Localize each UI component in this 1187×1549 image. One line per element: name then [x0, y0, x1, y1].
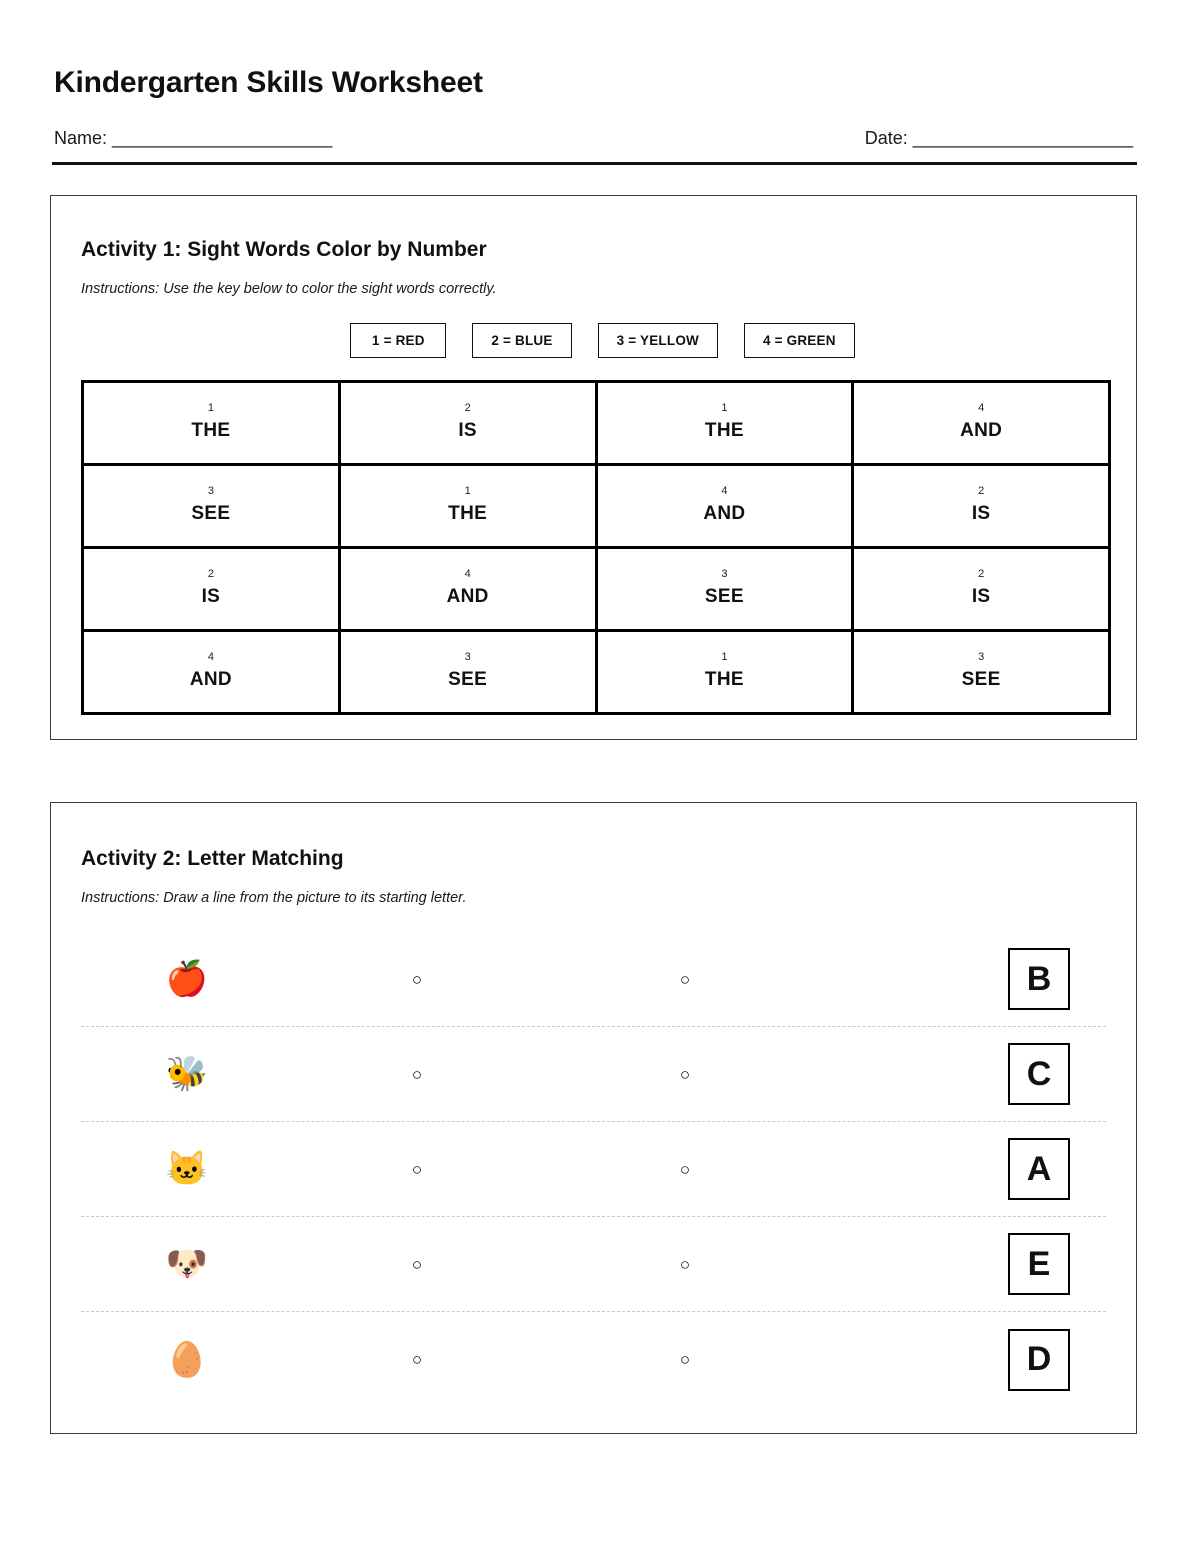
letter-cell — [974, 1329, 1104, 1391]
activity-1-panel — [50, 195, 1137, 740]
table-row — [83, 382, 1110, 465]
letter-box[interactable]: C — [1008, 1043, 1070, 1105]
grid-cell-number: 2 — [207, 567, 214, 580]
match-dot-right[interactable]: ○ — [679, 1064, 691, 1084]
match-dot-left[interactable]: ○ — [411, 969, 423, 989]
letter-cell — [974, 1233, 1104, 1295]
grid-cell-number: 4 — [464, 567, 471, 580]
grid-cell[interactable] — [339, 382, 596, 465]
grid-cell[interactable] — [83, 631, 340, 714]
list-item — [81, 1122, 1106, 1217]
grid-cell-number: 1 — [207, 401, 214, 414]
grid-cell[interactable] — [339, 548, 596, 631]
match-dot-right[interactable]: ○ — [679, 1254, 691, 1274]
grid-cell[interactable] — [853, 548, 1110, 631]
name-date-row — [50, 128, 1137, 149]
grid-cell-number: 1 — [721, 401, 728, 414]
egg-emoji: 🥚 — [165, 1340, 209, 1379]
activity-1-instructions: Instructions: Use the key below to color the sight words correctly. — [81, 281, 497, 297]
grid-cell-word: IS — [971, 502, 991, 524]
grid-cell[interactable] — [596, 631, 853, 714]
name-field[interactable]: Name: ______________________ — [54, 128, 333, 148]
table-row — [83, 548, 1110, 631]
header-divider — [52, 162, 1137, 165]
grid-cell[interactable] — [596, 465, 853, 548]
grid-cell-number: 4 — [721, 484, 728, 497]
grid-cell-number: 1 — [464, 484, 471, 497]
grid-cell-number: 3 — [978, 650, 985, 663]
letter-box[interactable]: D — [1008, 1329, 1070, 1391]
grid-cell-word: SEE — [704, 585, 744, 607]
activity-2-instructions: Instructions: Draw a line from the picture to its starting letter. — [81, 890, 467, 906]
grid-cell-number: 3 — [464, 650, 471, 663]
list-item — [81, 1027, 1106, 1122]
color-key-item-4: 4 = GREEN — [744, 323, 855, 358]
letter-cell — [974, 948, 1104, 1010]
grid-cell-number: 2 — [464, 401, 471, 414]
grid-cell-number: 4 — [978, 401, 985, 414]
page-title: Kindergarten Skills Worksheet — [54, 66, 483, 99]
match-dot-left[interactable]: ○ — [411, 1350, 423, 1369]
table-row — [83, 465, 1110, 548]
match-dot-right[interactable]: ○ — [679, 1350, 691, 1369]
grid-cell-word: THE — [704, 419, 744, 441]
match-dot-left[interactable]: ○ — [411, 1254, 423, 1274]
letter-matching-list — [81, 932, 1106, 1407]
grid-cell-word: AND — [703, 502, 746, 524]
grid-cell-word: SEE — [961, 668, 1001, 690]
grid-cell-word: IS — [201, 585, 221, 607]
list-item — [81, 932, 1106, 1027]
color-by-number-grid — [81, 380, 1111, 715]
grid-cell-number: 3 — [721, 567, 728, 580]
letter-box[interactable]: A — [1008, 1138, 1070, 1200]
list-item — [81, 1217, 1106, 1312]
grid-cell-word: AND — [446, 585, 489, 607]
color-key-legend — [81, 323, 1106, 358]
color-key-item-2: 2 = BLUE — [472, 323, 571, 358]
apple-emoji: 🍎 — [165, 960, 209, 998]
grid-cell[interactable] — [339, 465, 596, 548]
activity-1-title: Activity 1: Sight Words Color by Number — [81, 238, 487, 261]
grid-cell[interactable] — [83, 465, 340, 548]
grid-cell-number: 4 — [207, 650, 214, 663]
grid-cell-number: 3 — [207, 484, 214, 497]
activity-2-title: Activity 2: Letter Matching — [81, 847, 344, 870]
grid-cell[interactable] — [596, 382, 853, 465]
date-field[interactable]: Date: ______________________ — [864, 128, 1133, 148]
grid-cell[interactable] — [853, 631, 1110, 714]
grid-cell-word: AND — [960, 419, 1003, 441]
grid-cell-number: 1 — [721, 650, 728, 663]
grid-cell-word: AND — [189, 668, 232, 690]
grid-cell-word: SEE — [448, 668, 488, 690]
bee-emoji: 🐝 — [165, 1055, 209, 1093]
letter-box[interactable]: B — [1008, 948, 1070, 1010]
grid-cell[interactable] — [83, 382, 340, 465]
activity-2-panel — [50, 802, 1137, 1434]
table-row — [83, 631, 1110, 714]
grid-cell-number: 2 — [978, 484, 985, 497]
grid-cell-word: IS — [971, 585, 991, 607]
grid-cell-word: THE — [704, 668, 744, 690]
match-dot-left[interactable]: ○ — [411, 1159, 423, 1179]
grid-cell-word: THE — [448, 502, 488, 524]
grid-cell[interactable] — [853, 382, 1110, 465]
color-key-item-3: 3 = YELLOW — [598, 323, 718, 358]
grid-cell-number: 2 — [978, 567, 985, 580]
dog-emoji: 🐶 — [165, 1245, 209, 1283]
color-key-item-1: 1 = RED — [350, 323, 446, 358]
letter-cell — [974, 1138, 1104, 1200]
grid-cell-word: THE — [191, 419, 231, 441]
grid-cell[interactable] — [596, 548, 853, 631]
list-item — [81, 1312, 1106, 1407]
grid-cell[interactable] — [853, 465, 1110, 548]
cat-emoji: 🐱 — [165, 1150, 209, 1188]
letter-cell — [974, 1043, 1104, 1105]
match-dot-left[interactable]: ○ — [411, 1064, 423, 1084]
grid-cell[interactable] — [83, 548, 340, 631]
match-dot-right[interactable]: ○ — [679, 1159, 691, 1179]
grid-cell[interactable] — [339, 631, 596, 714]
match-dot-right[interactable]: ○ — [679, 969, 691, 989]
grid-cell-word: IS — [458, 419, 477, 441]
grid-cell-word: SEE — [191, 502, 231, 524]
letter-box[interactable]: E — [1008, 1233, 1070, 1295]
worksheet-header — [50, 0, 1137, 165]
